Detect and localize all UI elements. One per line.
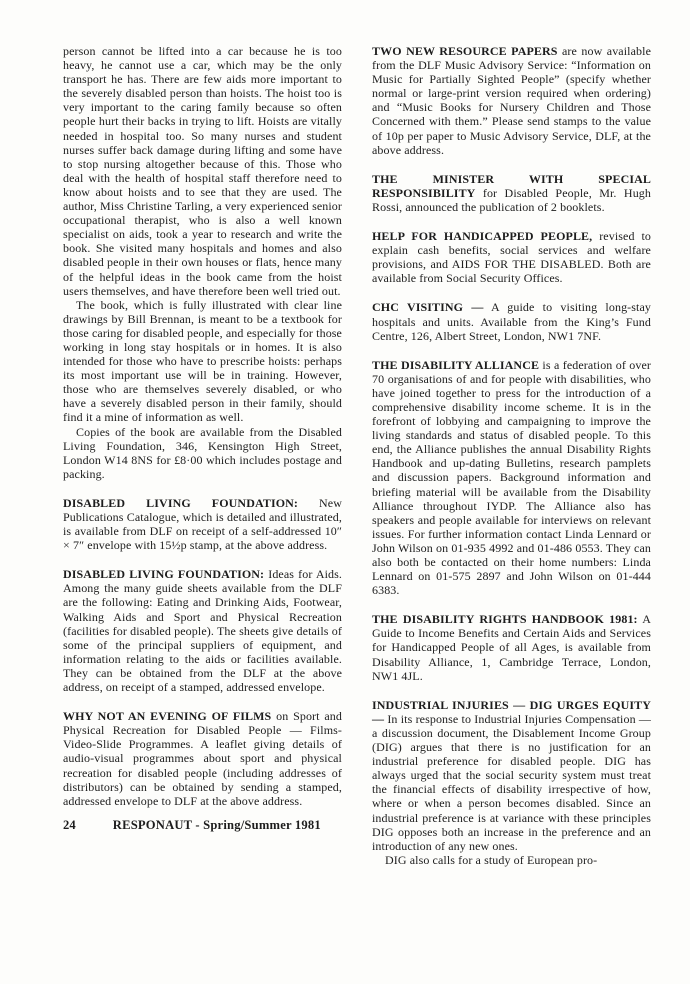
section-heading: DISABLED LIVING FOUNDATION: (63, 567, 265, 582)
two-column-layout (63, 44, 651, 867)
section-heading: THE DISABILITY ALLIANCE (372, 357, 540, 372)
paragraph-text: Ideas for Aids. Among the many guide sheets available from the DLF are the following: Eating and Drinking Aids, Footwear, Walking Aids and Sport and Physical Recreation (facilities for disabled people). The sheets give details of some of the principal suppliers of equipment, and information relating to the aids or facilities available. They can be obtained from the DLF at the above address, on receipt of a stamped, addressed envelope. (63, 567, 343, 695)
paragraph-text: are now available from the DLF Music Advisory Service: “Information on Music for Partially Sighted People” (specify whether normal or large-print version required when ordering) and “Music Books for Nursery Children and Those Concerned with them.” Please send stamps to the value of 10p per paper to Music Advisory Service, DLF, at the above address. (372, 44, 651, 157)
section-paragraph (63, 567, 342, 694)
section-paragraph (372, 172, 651, 214)
section-paragraph (372, 229, 651, 285)
body-paragraph (63, 298, 342, 425)
paragraph-text: DIG also calls for a study of European pro- (385, 852, 598, 867)
section-heading: THE DISABILITY RIGHTS HANDBOOK 1981: (372, 612, 638, 627)
paragraph-text: A Guide to Income Benefits and Certain Aids and Services for Handicapped People of all Ages, is available from Disability Alliance, 1, Cambridge Terrace, London, NW1 4JL. (372, 612, 651, 683)
body-paragraph (63, 425, 342, 481)
section-paragraph (372, 698, 651, 853)
section-heading: INDUSTRIAL INJURIES — DIG URGES EQUITY — (372, 697, 651, 726)
section-heading: DISABLED LIVING FOUNDATION: (63, 495, 299, 510)
section-paragraph (372, 358, 651, 598)
journal-title: RESPONAUT - Spring/Summer 1981 (112, 817, 321, 832)
paragraph-text: A guide to visiting long-stay hospitals and units. Available from the King’s Fund Centre, 126, Albert Street, London, NW1 7NF. (372, 300, 651, 343)
left-column (63, 44, 342, 832)
page-number: 24 (63, 817, 76, 832)
paragraph-text: is a federation of over 70 organisations of and for people with disabilities, who have joined together to press for the introduction of a comprehensive disability income scheme. It is in the forefront of lobbying and campaigning to improve the living standards and status of disabled people. To this end, the Alliance publishes the annual Disability Rights Handbook and up-dating Bulletins, research pamplets and discussion papers. Background information and briefing material will be available from the Disability Alliance throughout IYDP. The Alliance also has speakers and people available for interviews on relevant issues. For further information contact Linda Lennard or John Wilson on 01-935 4992 and 01-486 0553. They can also both be contacted on their home numbers: Linda Lennard on 01-575 2897 and John Wilson on 01-444 6383. (372, 357, 652, 598)
page-footer (63, 818, 342, 832)
section-heading: THE MINISTER WITH SPECIAL RESPONSIBILITY (372, 171, 651, 200)
paragraph-text: Copies of the book are available from the Disabled Living Foundation, 346, Kensington High Street, London W14 8NS for £8·00 which includes postage and packing. (63, 424, 342, 481)
section-paragraph (372, 300, 651, 342)
section-paragraph (372, 44, 651, 157)
paragraph-text: on Sport and Physical Recreation for Disabled People — Films-Video-Slide Programmes. A leaflet giving details of audio-visual programmes about sport and physical recreation for disabled people (including addresses of distributors) can be obtained by sending a stamped, addressed envelope to DLF at the above address. (63, 709, 342, 808)
section-heading: TWO NEW RESOURCE PAPERS (372, 44, 558, 58)
section-paragraph (63, 709, 342, 808)
paragraph-text: New Publications Catalogue, which is detailed and illustrated, is available from DLF on receipt of a self-addressed 10″ × 7″ envelope with 15½p stamp, at the above address. (63, 495, 342, 553)
section-paragraph (63, 496, 342, 552)
body-paragraph (63, 44, 342, 298)
body-paragraph (372, 853, 651, 867)
section-heading: HELP FOR HANDICAPPED PEOPLE, (372, 229, 593, 244)
paragraph-text: person cannot be lifted into a car because he is too heavy, he cannot use a car, which may be the only transport he has. There are few aids more important to the severely disabled person than hoists. The hoist too is very important to the caring family because so often people hurt their backs in trying to lift. Hoists are vitally needed in hospital too. So many nurses and student nurses suffer back damage during lifting and some have to stop nursing altogether because of this. Those who deal with the health of hospital staff therefore need to know about hoists and to see that they are used. The author, Miss Christine Tarling, a very experienced senior occupational therapist, who is also a well known specialist on aids, took a year to research and write the book. She visited many hospitals and homes and also disabled people in their own houses or flats, hence many of the helpful ideas in the book came from the hoist users themselves, and have therefore been well tried out. (63, 44, 342, 298)
paragraph-text: for Disabled People, Mr. Hugh Rossi, announced the publication of 2 booklets. (372, 185, 651, 214)
paragraph-text: In its response to Industrial Injuries Compensation — a discussion document, the Disablement Income Group (DIG) argues that there is no justification for an industrial preference for disabled people. DIG has always urged that the social security system must treat the financial effects of disability irrespective of how, where or when a person becomes disabled. Since an industrial preference is at variance with these principles DIG opposes both an increase in the preference and an introduction of any new ones. (372, 711, 651, 853)
section-paragraph (372, 612, 651, 682)
right-column (372, 44, 651, 867)
paragraph-text: The book, which is fully illustrated with clear line drawings by Bill Brennan, is meant to be a textbook for those caring for disabled people, and especially for those working in long stay hospitals or in homes. It is also intended for those who have to prescribe hoists: perhaps its most important use will be in training. However, those who are themselves severely disabled, or who have a severely disabled person in their family, should find it a mine of information as well. (63, 297, 342, 425)
paragraph-text: revised to explain cash benefits, social services and welfare provisions, and AIDS FOR THE DISABLED. Both are available from Social Security Offices. (372, 229, 652, 286)
section-heading: WHY NOT AN EVENING OF FILMS (63, 709, 272, 724)
section-heading: CHC VISITING — (372, 300, 484, 315)
